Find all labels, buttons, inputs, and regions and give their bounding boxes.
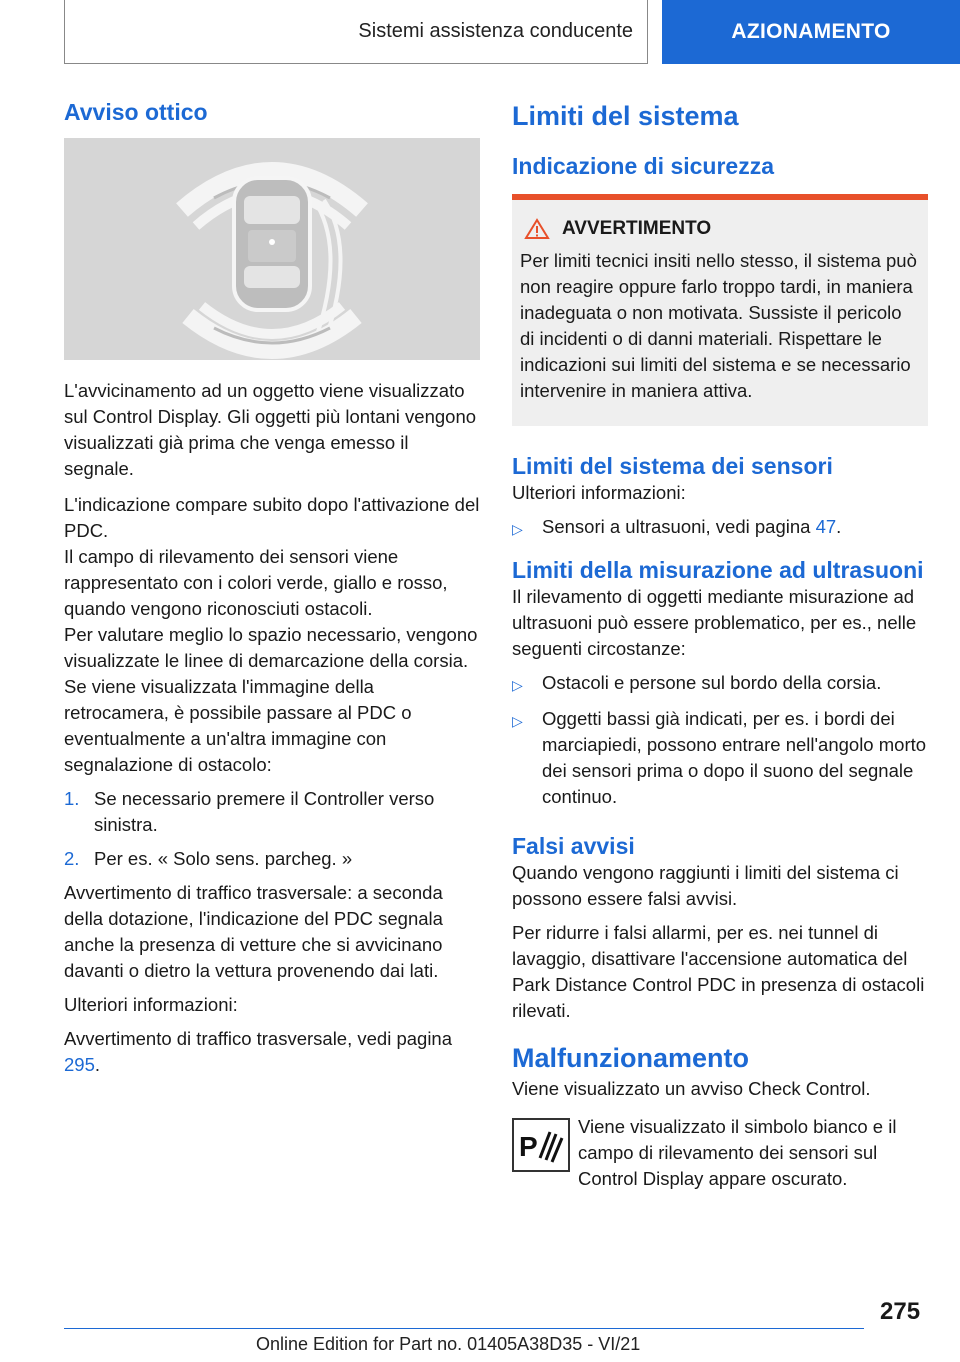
bullet-triangle-icon: ▷ — [512, 713, 523, 729]
heading-limiti-sensori: Limiti del sistema dei sensori — [512, 453, 833, 479]
ref-text: Avvertimento di traffico trasversale, vedi pagina — [64, 1028, 453, 1049]
pdc-display-illustration — [64, 138, 480, 360]
paragraph-cross-traffic: Avvertimento di traffico trasversale: a seconda della dotazione, l'indicazione del PDC segnala anche la presenza di vetture che si avvicinano davanti o dietro la vettura provenendo dai lati. — [64, 882, 443, 981]
step-number: 1. — [64, 788, 80, 809]
page-number: 275 — [880, 1298, 921, 1325]
footer-edition: Online Edition for Part no. 01405A38D35 - VI/21 — [256, 1334, 641, 1354]
paragraph-more-info: Ulteriori informazioni: — [64, 994, 238, 1015]
paragraph-sensori-info: Ulteriori informazioni: — [512, 482, 686, 503]
step-text: Se necessario premere il Controller verso sinistra. — [94, 788, 435, 835]
warning-header — [524, 218, 920, 240]
sensori-ref-end: . — [836, 516, 842, 537]
header-section-title: Sistemi assistenza conducente — [358, 20, 633, 42]
right-column — [512, 98, 928, 1192]
header-section — [64, 0, 648, 64]
paragraph-check-control: Viene visualizzato un avviso Check Control. — [512, 1078, 871, 1099]
bullet-triangle-icon: ▷ — [512, 521, 523, 537]
figure-caption: L'avvicinamento ad un oggetto viene visualizzato sul Control Display. Gli oggetti più lontani vengono visualizzati già prima che venga emesso il segnale. — [64, 380, 477, 479]
page-link-295[interactable]: 295 — [64, 1054, 95, 1075]
warning-triangle-icon — [524, 218, 550, 240]
list-item-text: Ostacoli e persone sul bordo della corsia. — [542, 672, 882, 693]
step-text: Per es. « Solo sens. parcheg. » — [94, 848, 353, 869]
list-item — [512, 514, 928, 542]
ref-end: . — [94, 1054, 101, 1075]
paragraph-symbol-description: Viene visualizzato il simbolo bianco e il campo di rilevamento dei sensori sul Control Display appare oscurato. — [578, 1116, 897, 1189]
list-item — [64, 846, 480, 872]
heading-indicazione-sicurezza: Indicazione di sicurezza — [512, 153, 775, 179]
warning-box — [512, 194, 928, 426]
bullet-triangle-icon: ▷ — [512, 677, 523, 693]
paragraph-cross-traffic-ref — [64, 1026, 480, 1078]
pdc-display-figure — [64, 138, 480, 360]
misurazione-list — [512, 670, 928, 810]
paragraph-lane-lines: Per valutare meglio lo spazio necessario, vengono visualizzate le linee di demarcazione della corsia. — [64, 624, 478, 671]
paragraph-activation: L'indicazione compare subito dopo l'attivazione del PDC. — [64, 494, 480, 541]
warning-text: Per limiti tecnici insiti nello stesso, il sistema può non reagire oppure farlo troppo tardi, in maniera inadeguata o non motivata. Sussiste il pericolo di incidenti o di danni materiali. Rispettare le indicazioni sui limiti del sistema e se necessario intervenire in maniera attiva. — [520, 250, 917, 401]
pdc-symbol-row — [512, 1114, 928, 1192]
list-item — [64, 786, 480, 838]
paragraph-misurazione: Il rilevamento di oggetti mediante misurazione ad ultrasuoni può essere problematico, per es., nelle seguenti circostanze: — [512, 586, 917, 659]
steps-list — [64, 786, 480, 872]
heading-limiti-sistema: Limiti del sistema — [512, 101, 739, 131]
footer-divider — [64, 1328, 864, 1329]
paragraph-camera: Se viene visualizzata l'immagine della retrocamera, è possibile passare al PDC o eventualmente a un'altra immagine con segnalazione di ostacolo: — [64, 676, 412, 775]
heading-falsi-avvisi: Falsi avvisi — [512, 833, 635, 859]
list-item — [512, 670, 928, 698]
pdc-warning-icon — [512, 1118, 570, 1172]
warning-title: AVVERTIMENTO — [562, 218, 712, 239]
header-chapter-tab[interactable] — [662, 0, 960, 64]
page-link-47[interactable]: 47 — [815, 516, 837, 537]
header-chapter-label: AZIONAMENTO — [731, 20, 891, 43]
heading-malfunzionamento: Malfunzionamento — [512, 1043, 749, 1073]
sensori-list — [512, 514, 928, 542]
paragraph-falsi-1: Quando vengono raggiunti i limiti del sistema ci possono essere falsi avvisi. — [512, 862, 899, 909]
svg-text:P: P — [519, 1131, 538, 1162]
paragraph-colors: Il campo di rilevamento dei sensori viene rappresentato con i colori verde, giallo e rosso, quando vengono riconosciuti ostacoli. — [64, 546, 448, 619]
heading-avviso-ottico: Avviso ottico — [64, 99, 208, 125]
step-number: 2. — [64, 848, 80, 869]
left-column — [64, 98, 480, 1078]
sensori-ref-text: Sensori a ultrasuoni, vedi pagina — [542, 516, 816, 537]
heading-limiti-misurazione: Limiti della misurazione ad ultrasuoni — [512, 557, 924, 583]
paragraph-falsi-2: Per ridurre i falsi allarmi, per es. nei tunnel di lavaggio, disattivare l'accensione automatica del Park Distance Control PDC in presenza di ostacoli rilevati. — [512, 922, 925, 1021]
list-item-text: Oggetti bassi già indicati, per es. i bordi dei marciapiedi, possono entrare nell'angolo morto dei sensori prima o dopo il suono del segnale continuo. — [542, 708, 927, 807]
list-item — [512, 706, 928, 810]
